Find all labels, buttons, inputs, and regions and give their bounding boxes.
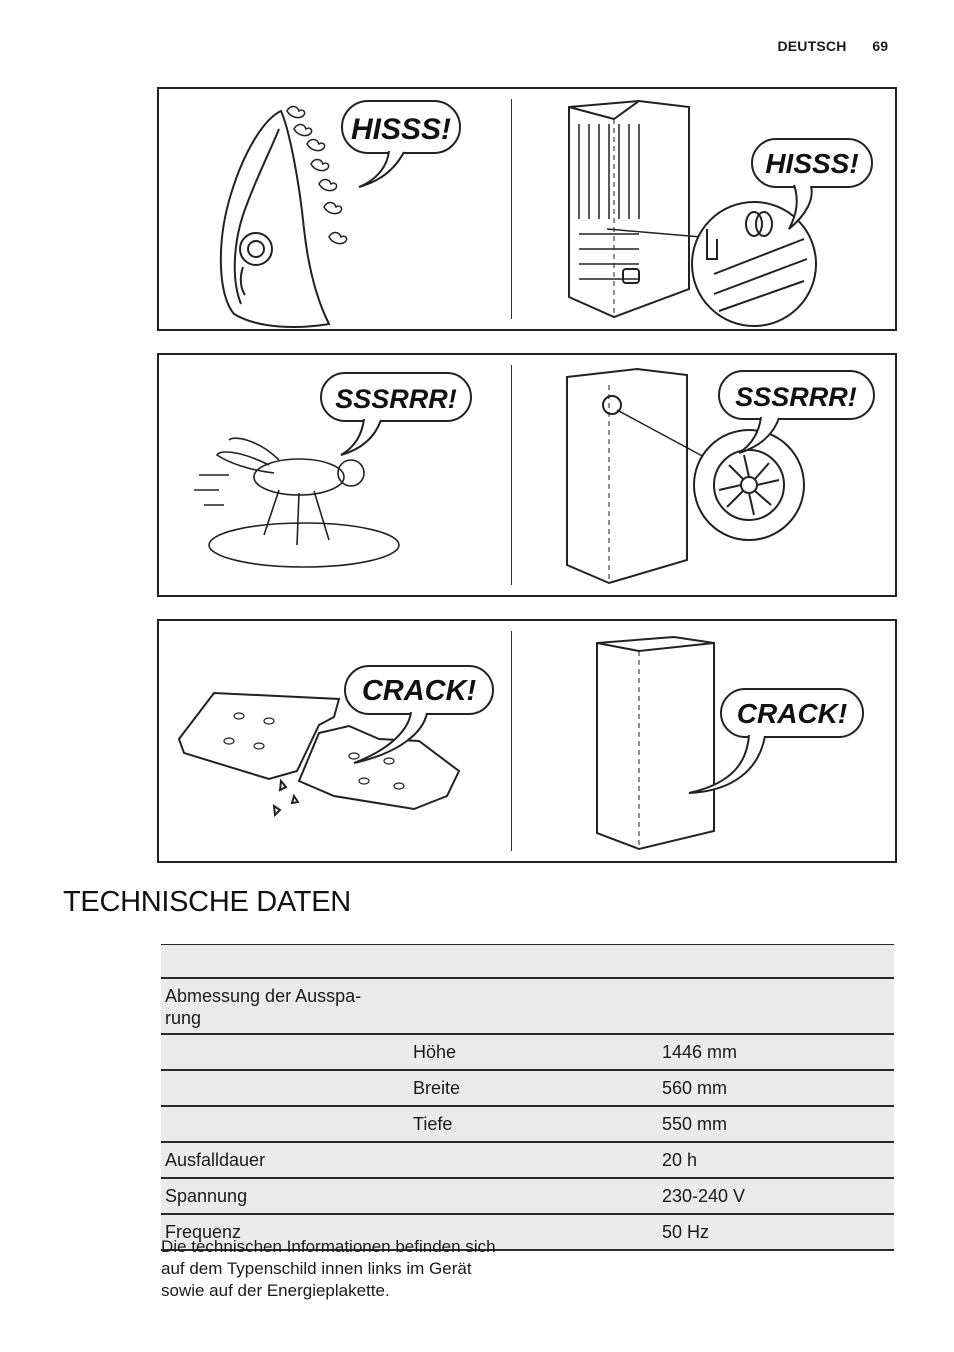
right-caption: HISSS! <box>765 148 859 179</box>
row-label <box>161 1070 409 1106</box>
row-sub <box>409 945 658 979</box>
table-row <box>161 1178 894 1214</box>
fridge-cabinet-icon <box>597 637 714 849</box>
speech-bubble-left <box>321 373 471 455</box>
illustration-panel-crack <box>157 619 897 863</box>
speech-bubble-left <box>342 101 460 187</box>
left-caption: CRACK! <box>361 675 477 707</box>
row-sub: Breite <box>409 1070 658 1106</box>
row-label <box>161 945 409 979</box>
illustration-panel-hiss <box>157 87 897 331</box>
row-value: 550 mm <box>658 1106 894 1142</box>
row-value: 1446 mm <box>658 1034 894 1070</box>
table-row <box>161 1142 894 1178</box>
right-caption: SSSRRR! <box>735 382 857 412</box>
page-number: 69 <box>872 38 888 54</box>
hiss-illustration <box>159 89 899 333</box>
row-sub: Tiefe <box>409 1106 658 1142</box>
row-label: Spannung <box>161 1178 409 1214</box>
left-caption: HISSS! <box>350 113 452 146</box>
row-sub <box>409 1142 658 1178</box>
illustration-panel-sssrrr <box>157 353 897 597</box>
page-header <box>777 38 888 54</box>
fly-icon <box>194 438 399 567</box>
row-value: 50 Hz <box>658 1214 894 1250</box>
iron-icon <box>221 111 329 327</box>
row-label: Abmessung der Ausspa- rung <box>161 978 409 1034</box>
language-label: DEUTSCH <box>777 38 847 54</box>
row-label <box>161 1106 409 1142</box>
crack-illustration <box>159 621 899 865</box>
row-sub <box>409 978 658 1034</box>
section-title: TECHNISCHE DATEN <box>63 886 351 918</box>
table-row <box>161 1106 894 1142</box>
row-value: 20 h <box>658 1142 894 1178</box>
speech-bubble-right <box>689 689 863 793</box>
table-row <box>161 1034 894 1070</box>
row-value <box>658 945 894 979</box>
technical-data-table <box>161 944 894 1251</box>
table-row <box>161 1070 894 1106</box>
row-label: Frequenz <box>161 1214 409 1250</box>
row-value: 230-240 V <box>658 1178 894 1214</box>
row-label <box>161 1034 409 1070</box>
footnote: Die technischen Informationen befinden sich auf dem Typenschild innen links im Gerät sowie auf der Energieplakette. <box>161 1237 496 1300</box>
row-sub: Höhe <box>409 1034 658 1070</box>
right-caption: CRACK! <box>736 698 848 729</box>
table-row <box>161 978 894 1034</box>
row-sub <box>409 1178 658 1214</box>
sssrrr-illustration <box>159 355 899 599</box>
table-row <box>161 945 894 979</box>
row-value <box>658 978 894 1034</box>
row-value: 560 mm <box>658 1070 894 1106</box>
left-caption: SSSRRR! <box>335 384 457 414</box>
row-label: Ausfalldauer <box>161 1142 409 1178</box>
